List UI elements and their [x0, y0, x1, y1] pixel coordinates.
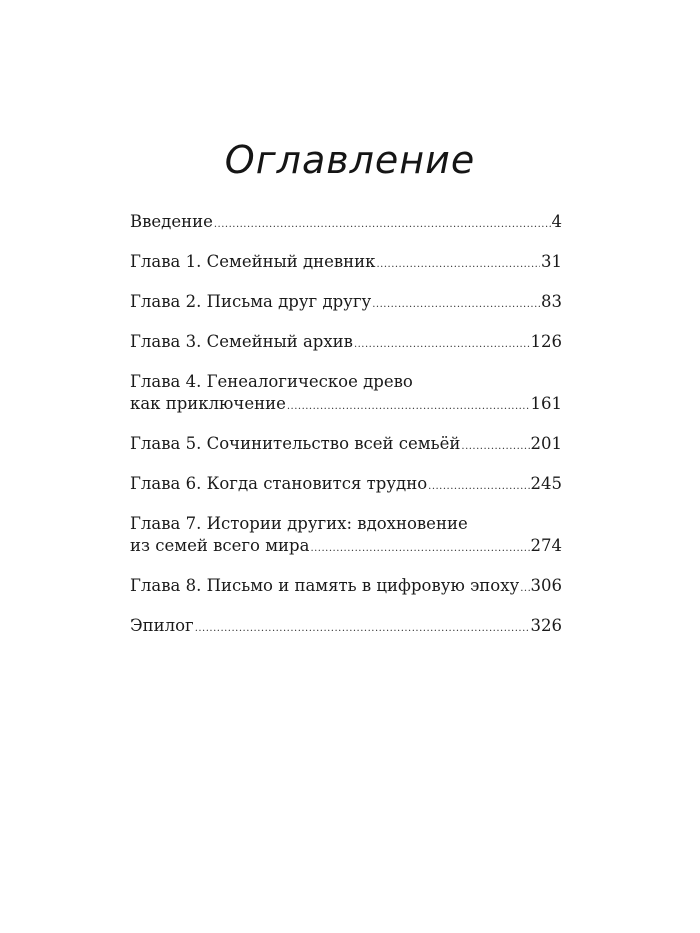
toc-entry-title: Эпилог [130, 616, 194, 635]
dot-leader [195, 618, 530, 640]
toc-entry-chapter-8 [130, 575, 562, 600]
toc-entry-title: Глава 2. Письма друг другу [130, 292, 372, 311]
toc-row [130, 473, 562, 498]
toc-row [130, 211, 562, 236]
toc-page-number: 83 [541, 292, 562, 311]
dot-leader [376, 254, 540, 276]
toc-row [130, 251, 562, 276]
toc-entry-title-first-line: Глава 7. Истории других: вдохновение [130, 514, 468, 533]
toc-entry-chapter-2 [130, 291, 562, 316]
toc-row [130, 393, 562, 418]
toc-page-number: 31 [541, 252, 562, 271]
dot-leader [461, 436, 529, 458]
toc-entry-chapter-7 [130, 513, 562, 560]
dot-leader [310, 538, 529, 560]
toc-entry-title: Глава 5. Сочинительство всей семьёй [130, 434, 461, 453]
toc-entry-title: Глава 3. Семейный архив [130, 332, 353, 351]
toc-entry-title: Введение [130, 212, 213, 231]
toc-entry-introduction [130, 211, 562, 236]
toc-entry-chapter-3 [130, 331, 562, 356]
toc-entry-title-first-line: Глава 4. Генеалогическое древо [130, 372, 413, 391]
toc-page-number: 245 [530, 474, 562, 493]
dot-leader [372, 294, 540, 316]
toc-page-number: 306 [530, 576, 562, 595]
page-title: Оглавление [224, 138, 476, 182]
toc-page-number: 4 [551, 212, 562, 231]
dot-leader [520, 578, 529, 600]
dot-leader [287, 396, 530, 418]
toc-entry-chapter-1 [130, 251, 562, 276]
table-of-contents [130, 211, 562, 655]
toc-row [130, 535, 562, 560]
dot-leader [354, 334, 530, 356]
toc-entry-title: Глава 8. Письмо и память в цифровую эпоху [130, 576, 520, 595]
toc-entry-title: как приключение [130, 394, 286, 413]
toc-row [130, 575, 562, 600]
toc-row [130, 331, 562, 356]
toc-page-number: 201 [530, 434, 562, 453]
dot-leader [428, 476, 529, 498]
toc-row [130, 433, 562, 458]
toc-page-number: 326 [530, 616, 562, 635]
toc-entry-title: Глава 6. Когда становится трудно [130, 474, 428, 493]
toc-page-number: 274 [530, 536, 562, 555]
toc-entry-title: Глава 1. Семейный дневник [130, 252, 376, 271]
toc-entry-chapter-5 [130, 433, 562, 458]
toc-row [130, 291, 562, 316]
dot-leader [214, 214, 551, 236]
toc-page-number: 126 [530, 332, 562, 351]
toc-entry-epilogue [130, 615, 562, 640]
toc-row [130, 615, 562, 640]
toc-entry-chapter-4 [130, 371, 562, 418]
toc-entry-title: из семей всего мира [130, 536, 310, 555]
toc-page-number: 161 [530, 394, 562, 413]
toc-entry-chapter-6 [130, 473, 562, 498]
